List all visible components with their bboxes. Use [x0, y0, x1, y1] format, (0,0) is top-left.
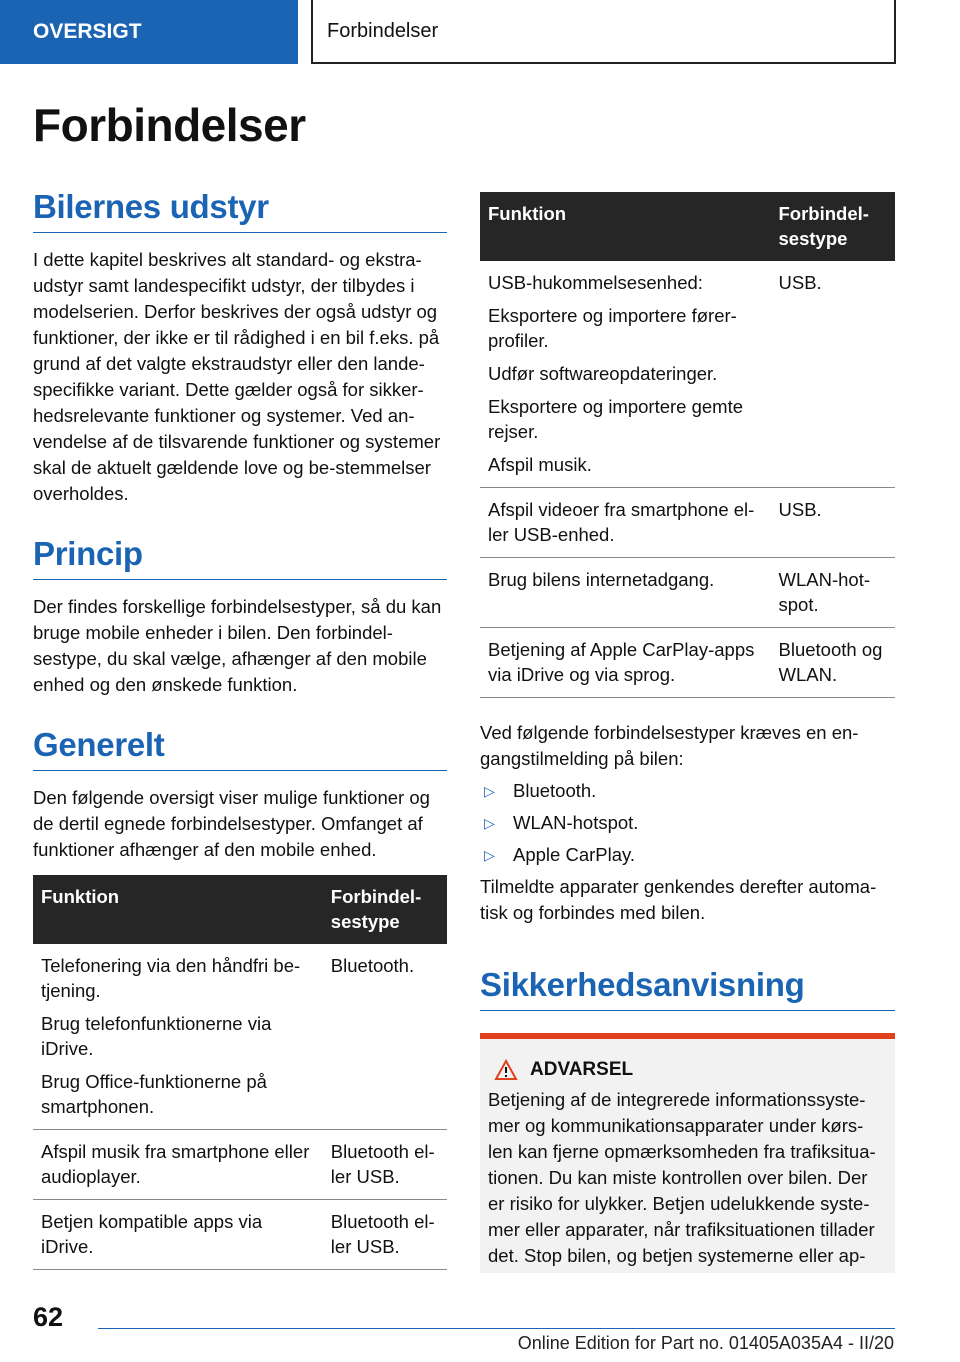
function-item: Eksportere og importere fører-profiler. — [488, 305, 737, 351]
connection-type-cell: USB. — [771, 488, 896, 558]
connection-type-cell: Bluetooth el-ler USB. — [323, 1200, 447, 1270]
paragraph-bilernes-udstyr: I dette kapitel beskrives alt standard- og ekstra-udstyr samt landespecifikt udstyr, der tilbydes i modelserien. Derfor beskrives der også udstyr og funktioner, der ikke er til rådighed i en bil f.eks. på grund af det valgte ekstraudstyr eller den lande-specifikke variant. Dette gælder også for sikker-hedsrelevante funktioner og systemer. Ved an-vendelse af de tilsvarende funktioner og systemer skal de aktuelt gældende love og be-stemmelser overholdes. — [33, 249, 441, 504]
table-row — [33, 944, 447, 1130]
table-row — [33, 1200, 447, 1270]
page-number: 62 — [33, 1302, 64, 1332]
triangle-bullet-icon: ▷ — [484, 847, 495, 863]
footer-divider — [98, 1328, 895, 1329]
function-item: Telefonering via den håndfri be-tjening. — [41, 955, 301, 1001]
section-heading-sikkerhedsanvisning: Sikkerhedsanvisning — [480, 966, 895, 1011]
table-row — [33, 1130, 447, 1200]
list-item — [480, 842, 895, 868]
left-column — [33, 188, 447, 1270]
function-cell — [480, 261, 771, 488]
section-heading-bilernes-udstyr: Bilernes udstyr — [33, 188, 447, 233]
function-cell: Afspil musik fra smartphone eller audioplayer. — [33, 1130, 323, 1200]
warning-header — [488, 1059, 887, 1081]
table-row — [480, 261, 895, 488]
warning-text: Betjening af de integrerede informationssyste-mer og kommunikationsapparater under kørs-len kan fjerne opmærksomheden fra trafiksitua-tionen. Du kan miste kontrollen over bilen. Der er risiko for ulykker. Betjen udelukkende syste-mer eller apparater, når trafiksituationen tillader det. Stop bilen, og betjen systemerne eller ap- — [488, 1089, 876, 1266]
table-header-row — [480, 192, 895, 261]
column-header-function: Funktion — [480, 192, 771, 261]
function-item: Udfør softwareopdateringer. — [488, 363, 718, 384]
connection-table-left — [33, 875, 447, 1270]
paragraph-generelt: Den følgende oversigt viser mulige funktioner og de dertil egnede forbindelsestyper. Omfanget af funktioner afhænger af den mobile enhed. — [33, 787, 430, 860]
triangle-bullet-icon: ▷ — [484, 783, 495, 799]
function-cell — [33, 944, 323, 1130]
function-item: Afspil musik. — [488, 454, 592, 475]
function-cell: Afspil videoer fra smartphone el-ler USB-enhed. — [480, 488, 771, 558]
registration-outro: Tilmeldte apparater genkendes derefter automa-tisk og forbindes med bilen. — [480, 876, 877, 923]
table-header-row — [33, 875, 447, 944]
function-item: Brug telefonfunktionerne via iDrive. — [41, 1013, 272, 1059]
table-row — [480, 558, 895, 628]
footer-edition: Online Edition for Part no. 01405A035A4 - II/20 — [517, 1333, 894, 1353]
connection-table-right — [480, 192, 895, 698]
list-item-label: WLAN-hotspot. — [513, 812, 639, 833]
warning-box — [480, 1033, 895, 1273]
connection-type-cell: Bluetooth. — [323, 944, 447, 1130]
function-cell: Brug bilens internetadgang. — [480, 558, 771, 628]
function-item: Brug Office-funktionerne på smartphonen. — [41, 1071, 267, 1117]
right-column — [480, 192, 895, 1273]
function-item: Eksportere og importere gemte rejser. — [488, 396, 744, 442]
function-cell: Betjening af Apple CarPlay-apps via iDrive og via sprog. — [480, 628, 771, 698]
connection-type-cell: WLAN-hot-spot. — [771, 558, 896, 628]
section-heading-princip: Princip — [33, 535, 447, 580]
section-heading-generelt: Generelt — [33, 726, 447, 771]
warning-title: ADVARSEL — [530, 1059, 634, 1080]
triangle-bullet-icon: ▷ — [484, 815, 495, 831]
table-row — [480, 488, 895, 558]
connection-type-cell: USB. — [771, 261, 896, 488]
paragraph-princip: Der findes forskellige forbindelsestyper, så du kan bruge mobile enheder i bilen. Den forbindel-sestype, du skal vælge, afhænger af den mobile enhed og den ønskede funktion. — [33, 596, 442, 695]
column-header-function: Funktion — [33, 875, 323, 944]
connection-type-cell: Bluetooth el-ler USB. — [323, 1130, 447, 1200]
list-item — [480, 810, 895, 836]
registration-intro: Ved følgende forbindelsestyper kræves en en-gangstilmelding på bilen: — [480, 722, 859, 769]
function-item: USB-hukommelsesenhed: — [488, 272, 703, 293]
column-header-connection-type: Forbindel-sestype — [323, 875, 447, 944]
page-title: Forbindelser — [33, 99, 306, 151]
section-tab[interactable]: OVERSIGT — [0, 0, 298, 64]
list-item-label: Bluetooth. — [513, 780, 597, 801]
warning-triangle-icon — [494, 1059, 518, 1081]
function-cell: Betjen kompatible apps via iDrive. — [33, 1200, 323, 1270]
connection-type-cell: Bluetooth og WLAN. — [771, 628, 896, 698]
list-item-label: Apple CarPlay. — [513, 844, 636, 865]
column-header-connection-type: Forbindel-sestype — [771, 192, 896, 261]
list-item — [480, 778, 895, 804]
header-title: Forbindelser — [311, 0, 896, 64]
registration-list — [480, 778, 895, 868]
table-row — [480, 628, 895, 698]
